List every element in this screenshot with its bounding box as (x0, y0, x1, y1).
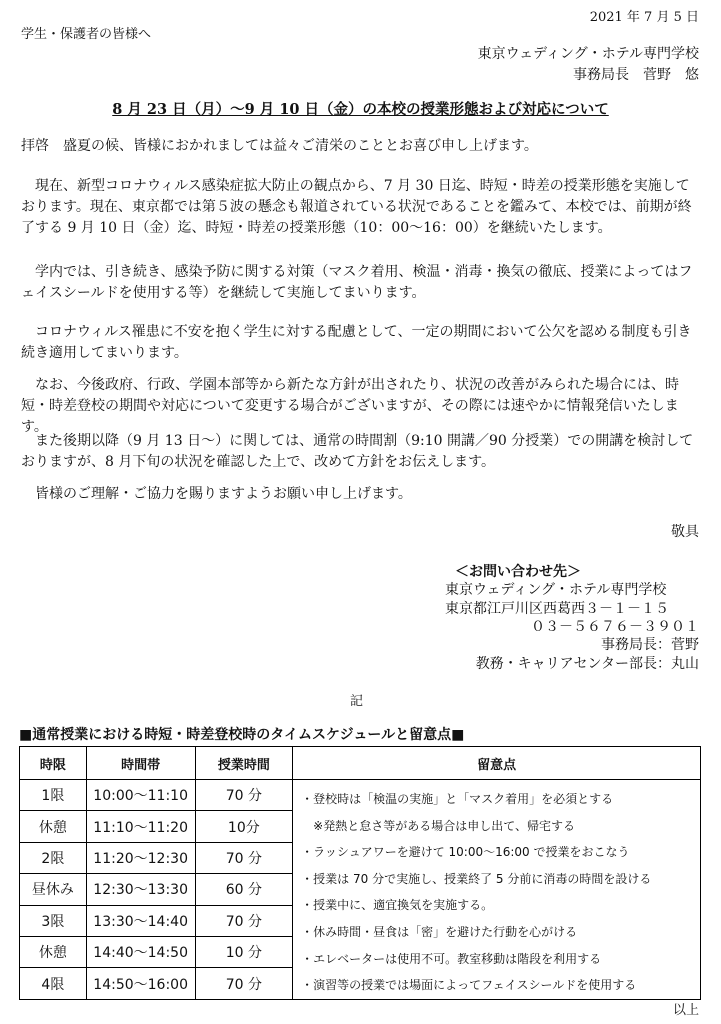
body-paragraph-2: 学内では、引き続き、感染予防に関する対策（マスク着用、検温・消毒・換気の徹底、授業によってはフェイスシールドを使用する等）を継続して実施してまいります。 (21, 264, 693, 301)
time-range-cell: 11:20～12:30 (86, 842, 195, 873)
time-range-cell: 10:00～11:10 (86, 780, 195, 811)
header-period: 時限 (20, 747, 87, 780)
period-cell: 休憩 (20, 811, 87, 842)
period-cell: 4限 (20, 968, 87, 999)
time-range-cell: 13:30～14:40 (86, 905, 195, 936)
time-range-cell: 12:30～13:30 (86, 874, 195, 905)
greeting-paragraph: 拝啓 盛夏の候、皆様におかれましては益々ご清栄のこととお喜び申し上げます。 (21, 138, 538, 154)
duration-cell: 10 分 (195, 936, 293, 967)
header-time-range: 時間帯 (86, 747, 195, 780)
note-item: ・登校時は「検温の実施」と「マスク着用」を必須とする (301, 792, 614, 806)
duration-cell: 10分 (195, 811, 293, 842)
period-cell: 2限 (20, 842, 87, 873)
duration-cell: 70 分 (195, 905, 293, 936)
contact-school: 東京ウェディング・ホテル専門学校 (445, 582, 667, 598)
duration-cell: 70 分 (195, 780, 293, 811)
contact-heading: ＜お問い合わせ先＞ (455, 564, 581, 580)
note-item: ※発熱と怠さ等がある場合は申し出て、帰宅する (301, 818, 575, 833)
duration-cell: 60 分 (195, 874, 293, 905)
addressee: 学生・保護者の皆様へ (21, 27, 152, 42)
period-cell: 1限 (20, 780, 87, 811)
table-row (20, 780, 701, 811)
time-range-cell: 14:50～16:00 (86, 968, 195, 999)
duration-cell: 70 分 (195, 842, 293, 873)
period-cell: 休憩 (20, 936, 87, 967)
contact-person-2: 教務・キャリアセンター部長：丸山 (475, 656, 699, 672)
duration-cell: 70 分 (195, 968, 293, 999)
body-paragraph-1: 現在、新型コロナウィルス感染症拡大防止の観点から、7 月 30 日迄、時短・時差の授業形態を実施しております。現在、東京都では第５波の懸念も報道されている状況であることを鑑みて、本校では、前期が終了する 9 月 10 日（金）迄、時短・時差の授業形態（10：00～16：00）を継続いたします。 (21, 178, 692, 236)
body-paragraph-5: また後期以降（9 月 13 日～）に関しては、通常の時間割（9:10 開講／90 分授業）での開講を検討しておりますが、8 月下旬の状況を確認した上で、改めて方針をお伝えします。 (21, 433, 694, 470)
time-range-cell: 11:10～11:20 (86, 811, 195, 842)
note-item: ・授業は 70 分で実施し、授業終了 5 分前に消毒の時間を設ける (301, 871, 652, 886)
note-item: ・エレベーターは使用不可。教室移動は階段を利用する (301, 951, 602, 966)
body-paragraph-6: 皆様のご理解・ご協力を賜りますようお願い申し上げます。 (35, 486, 412, 502)
sender-school: 東京ウェディング・ホテル専門学校 (477, 46, 699, 62)
note-item: ・演習等の授業では場面によってフェイスシールドを使用する (301, 978, 637, 993)
schedule-header-row (20, 747, 701, 780)
time-range-cell: 14:40～14:50 (86, 936, 195, 967)
document-date: 2021 年 7 月 5 日 (589, 10, 699, 25)
ki-marker: 記 (350, 694, 364, 709)
header-duration: 授業時間 (195, 747, 293, 780)
contact-phone: ０３－５６７６－３９０１ (531, 619, 699, 635)
period-cell: 3限 (20, 905, 87, 936)
notes-cell (293, 780, 701, 1000)
header-notes: 留意点 (293, 747, 701, 780)
end-marker: 以上 (672, 1003, 699, 1018)
sender-name: 事務局長 菅野 悠 (573, 67, 699, 83)
closing-keigu: 敬具 (671, 524, 699, 540)
body-paragraph-4: なお、今後政府、行政、学園本部等から新たな方針が出されたり、状況の改善がみられた場合には、時短・時差登校の期間や対応について変更する場合がございますが、その際には速やかに情報発信いたします。 (21, 377, 679, 435)
note-item: ・ラッシュアワーを避けて 10:00～16:00 で授業をおこなう (301, 845, 630, 860)
note-item: ・授業中に、適宜換気を実施する。 (301, 898, 494, 913)
contact-address: 東京都江戸川区西葛西３－１－１５ (445, 601, 669, 617)
period-cell: 昼休み (20, 874, 87, 905)
note-item: ・休み時間・昼食は「密」を避けた行動を心がける (301, 924, 578, 939)
contact-person-1: 事務局長：菅野 (601, 637, 699, 653)
schedule-table (19, 746, 701, 1000)
document-title: 8 月 23 日（月）～9 月 10 日（金）の本校の授業形態および対応について (112, 101, 609, 118)
body-paragraph-3: コロナウィルス罹患に不安を抱く学生に対する配慮として、一定の期間において公欠を認める制度も引き続き適用してまいります。 (21, 324, 692, 361)
schedule-heading: ■通常授業における時短・時差登校時のタイムスケジュールと留意点■ (19, 727, 465, 743)
